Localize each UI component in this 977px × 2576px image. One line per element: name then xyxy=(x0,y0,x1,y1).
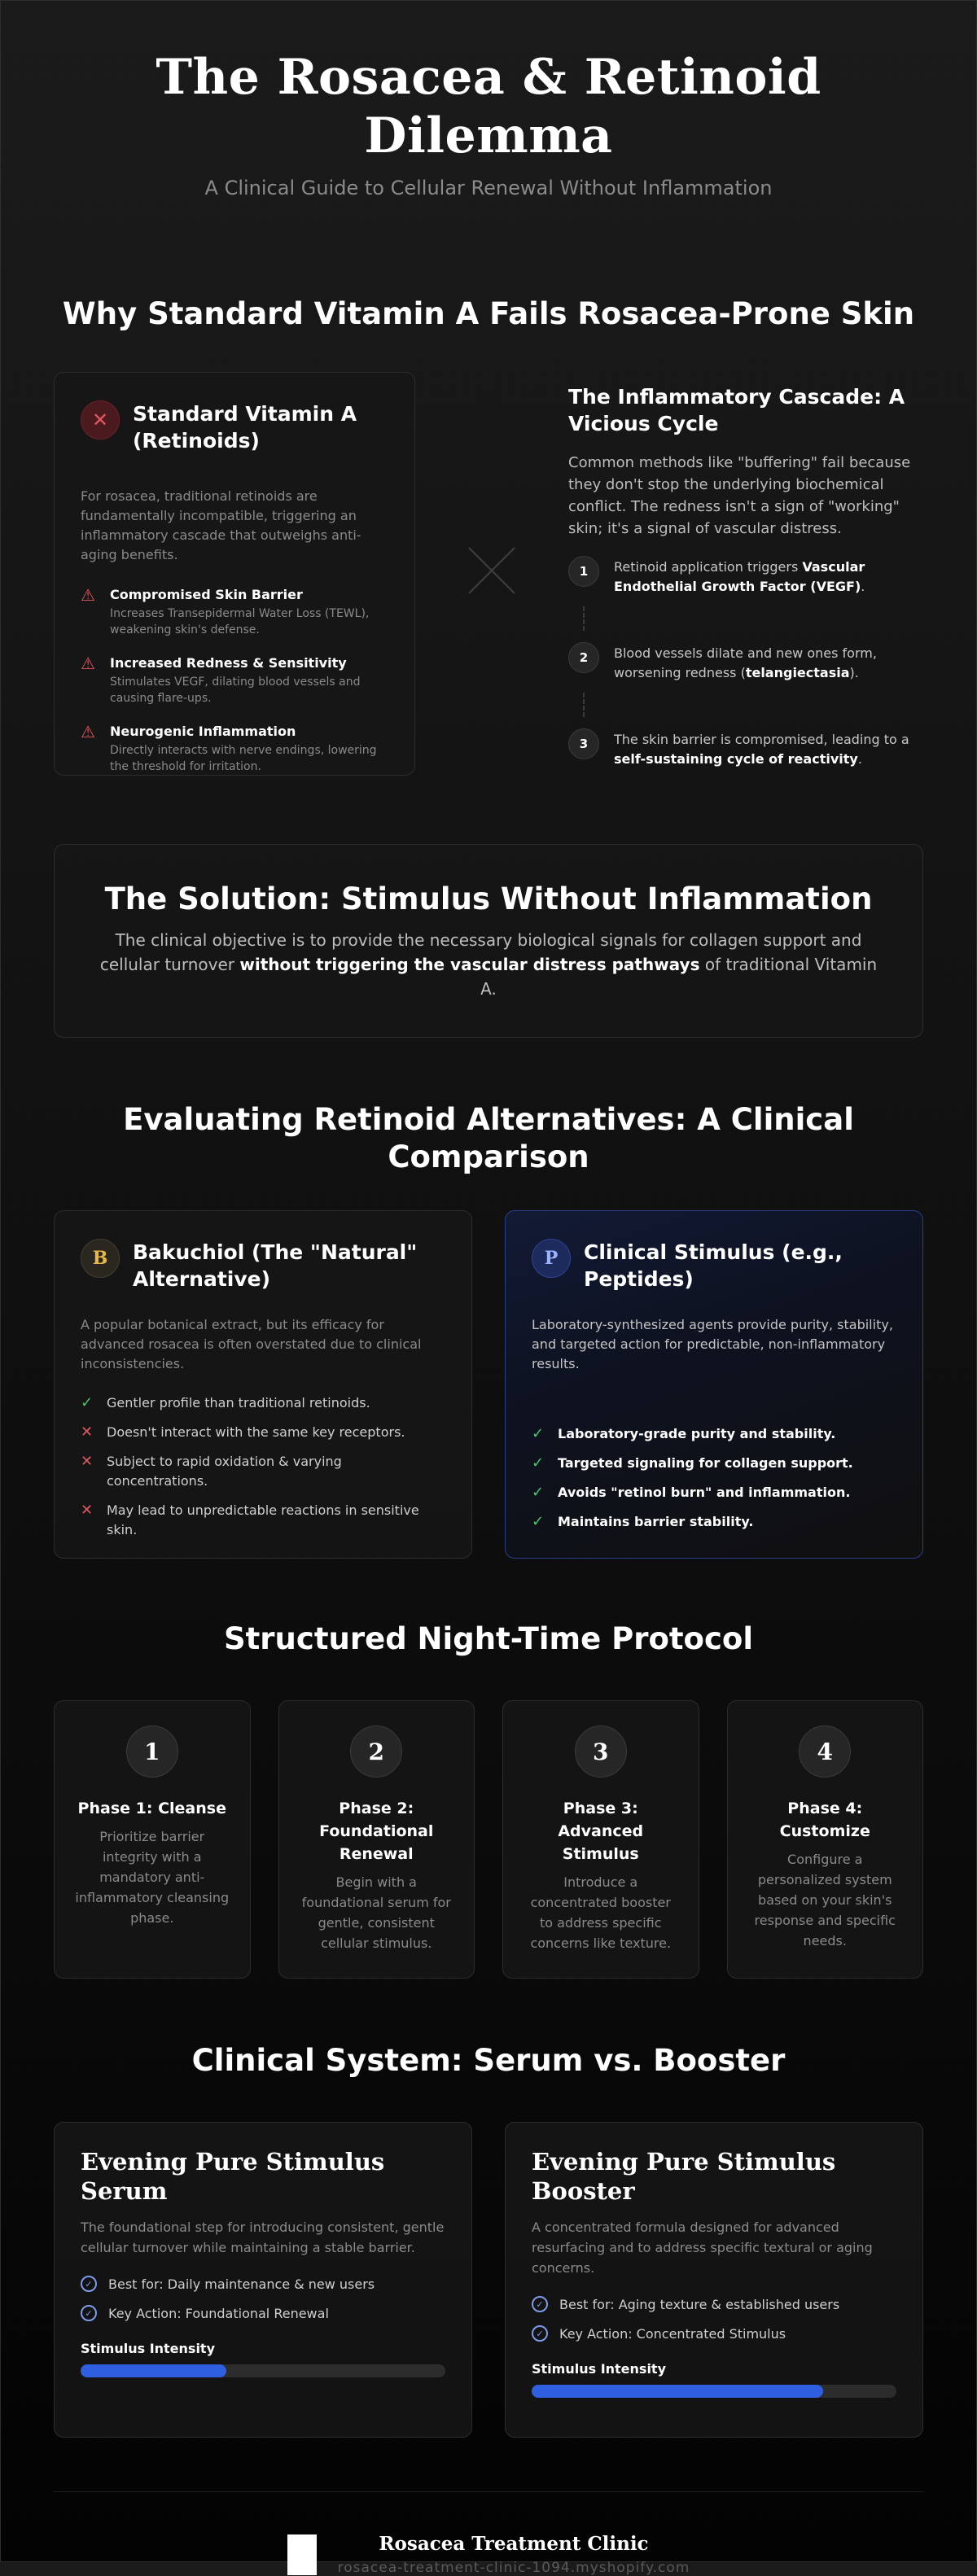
solution-text-end: of traditional Vitamin A. xyxy=(480,955,878,999)
phase-number: 2 xyxy=(350,1725,402,1778)
problem-title: Neurogenic Inflammation xyxy=(110,724,296,739)
check-icon: ✓ xyxy=(81,1394,94,1411)
phase-text: Introduce a concentrated booster to address specific concerns like texture. xyxy=(530,1874,672,1951)
list-item xyxy=(532,1454,896,1473)
alternatives-title: Evaluating Retinoid Alternatives: A Clinical Comparison xyxy=(123,1102,854,1174)
bakuchiol-description: A popular botanical extract, but its efficacy for advanced rosacea is often overstated due to clinical inconsistencies. xyxy=(81,1317,422,1371)
clinic-name: Rosacea Treatment Clinic xyxy=(379,2533,649,2555)
step-text-end: . xyxy=(861,579,865,594)
phase-number: 3 xyxy=(575,1725,627,1778)
list-item-text: Laboratory-grade purity and stability. xyxy=(558,1426,836,1441)
warning-icon: ⚠ xyxy=(81,722,95,741)
step-text-end: ). xyxy=(849,665,859,680)
phase-text: Prioritize barrier integrity with a mandatory anti-inflammatory cleansing phase. xyxy=(75,1829,230,1926)
cascade-steps xyxy=(568,556,923,769)
solution-highlight: without triggering the vascular distress pathways xyxy=(239,955,700,974)
cascade-heading: The Inflammatory Cascade: A Vicious Cycle xyxy=(568,385,905,435)
solution-card xyxy=(54,844,923,1038)
cross-icon: ✕ xyxy=(81,1453,94,1470)
page-title: The Rosacea & Retinoid Dilemma xyxy=(156,49,821,164)
step-number: 3 xyxy=(568,728,599,759)
phase-title: Phase 3: Advanced Stimulus xyxy=(558,1800,644,1863)
phase-number: 1 xyxy=(126,1725,178,1778)
cascade-step xyxy=(568,556,923,597)
serum-description: The foundational step for introducing consistent, gentle cellular turnover while maintaining a stable barrier. xyxy=(81,2220,445,2255)
step-highlight: telangiectasia xyxy=(745,665,850,680)
system-section xyxy=(54,2122,923,2438)
list-item xyxy=(81,1501,445,1540)
list-item xyxy=(81,1393,445,1413)
best-for: Best for: Daily maintenance & new users xyxy=(108,2276,375,2292)
problem-title: Increased Redness & Sensitivity xyxy=(110,655,347,671)
step-highlight: Vascular Endothelial Growth Factor (VEGF) xyxy=(614,559,865,594)
list-item xyxy=(532,2296,896,2312)
step-number: 1 xyxy=(568,556,599,587)
system-title: Clinical System: Serum vs. Booster xyxy=(191,2043,786,2078)
list-item xyxy=(532,1424,896,1444)
check-icon: ✓ xyxy=(532,1513,545,1530)
serum-heading: Evening Pure Stimulus Serum xyxy=(81,2148,385,2205)
intensity-bar xyxy=(532,2385,896,2398)
list-item xyxy=(81,654,388,706)
standard-vitamin-a-description: For rosacea, traditional retinoids are fundamentally incompatible, triggering an inflammatory cascade that outweighs anti-aging benefits. xyxy=(81,488,361,562)
cascade-description: Common methods like "buffering" fail because they don't stop the underlying biochemical conflict. The redness isn't a sign of "working" skin; it's a signal of vascular distress. xyxy=(568,454,911,537)
phase-number: 4 xyxy=(799,1725,851,1778)
phase-card xyxy=(54,1700,251,1979)
step-highlight: self-sustaining cycle of reactivity xyxy=(614,751,858,767)
problem-text: Directly interacts with nerve endings, lowering the threshold for irritation. xyxy=(110,744,377,773)
phase-title: Phase 2: Foundational Renewal xyxy=(319,1800,434,1863)
list-item xyxy=(81,586,388,638)
solution-title: The Solution: Stimulus Without Inflammation xyxy=(104,881,873,916)
list-item xyxy=(532,1512,896,1532)
check-icon: ✓ xyxy=(532,1454,545,1472)
cross-divider-icon xyxy=(467,546,516,595)
check-circle-icon: ✓ xyxy=(81,2276,97,2292)
list-item xyxy=(81,2276,445,2292)
standard-vitamin-a-heading: Standard Vitamin A (Retinoids) xyxy=(133,402,357,453)
check-circle-icon: ✓ xyxy=(532,2325,548,2342)
check-circle-icon: ✓ xyxy=(81,2305,97,2321)
warning-icon: ⚠ xyxy=(81,654,95,673)
problem-text: Increases Transepidermal Water Loss (TEWL), weakening skin's defense. xyxy=(110,607,370,636)
booster-heading: Evening Pure Stimulus Booster xyxy=(532,2148,836,2205)
standard-vitamin-a-card xyxy=(54,372,415,776)
phase-card xyxy=(502,1700,699,1979)
clinic-url[interactable]: rosacea-treatment-clinic-1094.myshopify.com xyxy=(337,2560,690,2576)
warning-icon: ⚠ xyxy=(81,585,95,605)
solution-text xyxy=(95,928,882,1001)
key-action: Key Action: Concentrated Stimulus xyxy=(559,2325,786,2342)
best-for: Best for: Aging texture & established users xyxy=(559,2296,840,2312)
clinical-stimulus-heading: Clinical Stimulus (e.g., Peptides) xyxy=(584,1240,843,1291)
step-text: Retinoid application triggers xyxy=(614,559,803,575)
intensity-label: Stimulus Intensity xyxy=(532,2361,667,2377)
alternatives-section xyxy=(54,1210,923,1559)
step-number: 2 xyxy=(568,642,599,673)
list-item xyxy=(81,1452,445,1491)
bakuchiol-badge: B xyxy=(81,1239,120,1278)
problem-list xyxy=(81,586,388,775)
booster-description: A concentrated formula designed for advanced resurfacing and to address specific textural or aging concerns. xyxy=(532,2220,873,2276)
bakuchiol-list xyxy=(81,1393,445,1540)
problem-title: Compromised Skin Barrier xyxy=(110,587,303,602)
clinical-stimulus-list xyxy=(532,1424,896,1532)
intensity-label: Stimulus Intensity xyxy=(81,2341,216,2356)
clinical-stimulus-card xyxy=(505,1210,923,1559)
footer xyxy=(54,2533,923,2576)
solution-text-start: The clinical objective is to provide the necessary biological signals for collagen support and cellular turnover xyxy=(99,930,862,974)
phase-title: Phase 1: Cleanse xyxy=(77,1800,226,1817)
bakuchiol-card xyxy=(54,1210,472,1559)
key-action: Key Action: Foundational Renewal xyxy=(108,2305,329,2321)
step-text: The skin barrier is compromised, leading to a xyxy=(614,732,909,747)
serum-card xyxy=(54,2122,472,2438)
phase-card xyxy=(278,1700,475,1979)
phase-card xyxy=(727,1700,924,1979)
peptides-badge: P xyxy=(532,1239,571,1278)
intensity-bar xyxy=(81,2364,445,2377)
list-item xyxy=(81,2305,445,2321)
list-item xyxy=(81,1423,445,1442)
cross-icon: ✕ xyxy=(81,1424,94,1441)
list-item xyxy=(81,723,388,775)
list-item-text: Targeted signaling for collagen support. xyxy=(558,1455,853,1471)
hero xyxy=(54,1,923,199)
step-text: Blood vessels dilate and new ones form, worsening redness ( xyxy=(614,645,877,680)
booster-card xyxy=(505,2122,923,2438)
protocol-phases xyxy=(54,1700,923,1979)
x-icon: ✕ xyxy=(81,400,120,440)
list-item xyxy=(532,1483,896,1502)
check-icon: ✓ xyxy=(532,1484,545,1501)
divider-x xyxy=(415,372,568,777)
list-item xyxy=(532,2325,896,2342)
problem-text: Stimulates VEGF, dilating blood vessels and causing flare-ups. xyxy=(110,676,361,705)
step-connector xyxy=(568,683,599,728)
cross-icon: ✕ xyxy=(81,1502,94,1519)
list-item-text: Subject to rapid oxidation & varying concentrations. xyxy=(107,1454,342,1489)
page-subtitle: A Clinical Guide to Cellular Renewal Without Inflammation xyxy=(204,177,773,199)
clinic-logo xyxy=(287,2534,317,2575)
step-connector xyxy=(568,597,599,642)
protocol-title: Structured Night-Time Protocol xyxy=(223,1621,754,1656)
list-item-text: Maintains barrier stability. xyxy=(558,1514,754,1529)
check-circle-icon: ✓ xyxy=(532,2296,548,2312)
list-item-text: May lead to unpredictable reactions in sensitive skin. xyxy=(107,1502,419,1537)
bakuchiol-heading: Bakuchiol (The "Natural" Alternative) xyxy=(133,1240,418,1291)
list-item-text: Avoids "retinol burn" and inflammation. xyxy=(558,1485,851,1500)
list-item-text: Gentler profile than traditional retinoids. xyxy=(107,1395,370,1410)
step-text-end: . xyxy=(857,751,862,767)
cascade-step xyxy=(568,728,923,769)
inflammatory-cascade xyxy=(568,372,923,777)
footer-divider xyxy=(54,2491,923,2492)
cascade-step xyxy=(568,642,923,683)
list-item-text: Doesn't interact with the same key receptors. xyxy=(107,1424,405,1440)
phase-text: Begin with a foundational serum for gentle, consistent cellular stimulus. xyxy=(301,1874,451,1951)
why-section-title: Why Standard Vitamin A Fails Rosacea-Prone Skin xyxy=(62,296,915,331)
phase-title: Phase 4: Customize xyxy=(779,1800,870,1840)
clinical-stimulus-description: Laboratory-synthesized agents provide purity, stability, and targeted action for predictable, non-inflammatory results. xyxy=(532,1317,893,1371)
intensity-fill xyxy=(81,2364,226,2377)
check-icon: ✓ xyxy=(532,1425,545,1442)
phase-text: Configure a personalized system based on your skin's response and specific needs. xyxy=(754,1852,896,1948)
why-section xyxy=(54,372,923,777)
intensity-fill xyxy=(532,2385,823,2398)
